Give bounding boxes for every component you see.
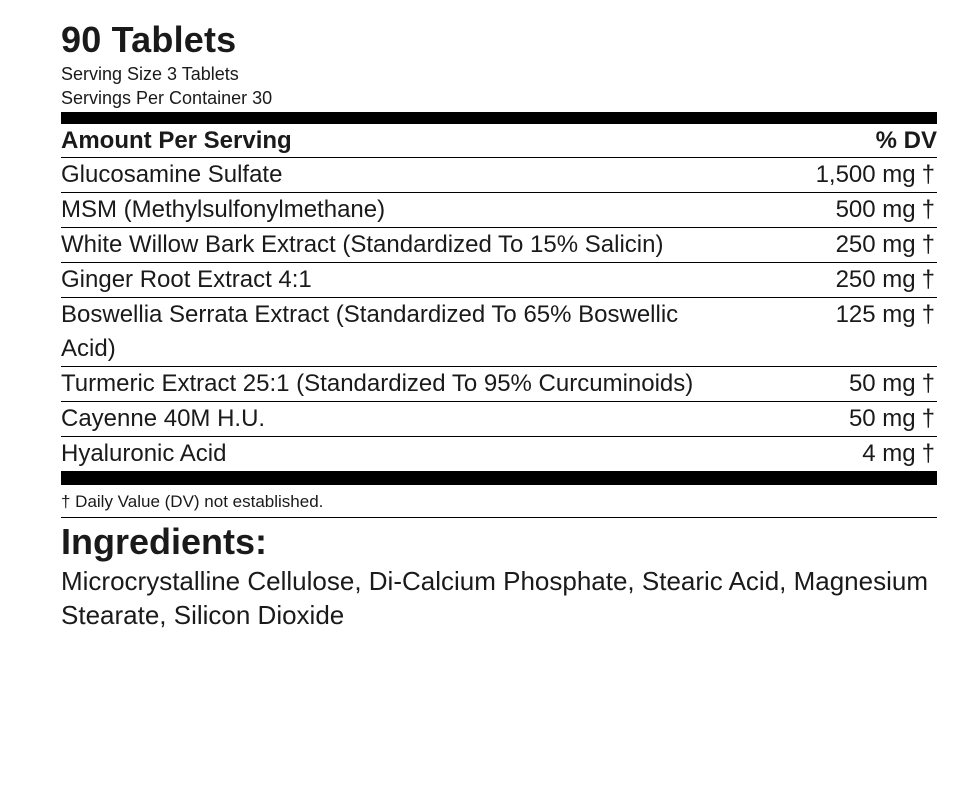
- dagger-mark: †: [921, 370, 935, 397]
- nutrient-name: MSM (Methylsulfonylmethane): [61, 196, 386, 223]
- dagger-mark: †: [921, 266, 935, 293]
- table-row: [61, 367, 937, 402]
- table-row: [61, 228, 937, 263]
- nutrient-amount: 4 mg: [862, 440, 916, 467]
- product-count-title: 90 Tablets: [61, 19, 237, 60]
- dagger-mark: †: [921, 161, 935, 188]
- nutrient-amount-cell: [816, 158, 937, 192]
- nutrient-amount-cell: [836, 298, 937, 332]
- table-row: [61, 437, 937, 471]
- nutrient-amount-cell: [836, 228, 937, 262]
- nutrient-amount-cell: [836, 263, 937, 297]
- thick-divider-bottom: [61, 471, 937, 485]
- amount-per-serving-header: Amount Per Serving: [61, 126, 292, 154]
- supplement-facts-panel: [61, 18, 937, 632]
- serving-size: Serving Size 3 Tablets: [61, 64, 239, 84]
- dagger-mark: †: [921, 440, 935, 467]
- ingredients-heading: Ingredients:: [61, 521, 268, 562]
- nutrient-name: White Willow Bark Extract (Standardized To 15% Salicin): [61, 231, 664, 258]
- table-row: [61, 402, 937, 437]
- nutrient-amount: 250 mg: [835, 266, 916, 293]
- table-header: [61, 124, 937, 158]
- dagger-mark: †: [921, 231, 935, 258]
- nutrient-name: Glucosamine Sulfate: [61, 161, 283, 188]
- table-row: [61, 298, 937, 367]
- nutrient-name: Hyaluronic Acid: [61, 440, 227, 467]
- dagger-mark: †: [921, 196, 935, 223]
- nutrient-amount-cell: [836, 193, 937, 227]
- servings-per-container: Servings Per Container 30: [61, 88, 273, 108]
- nutrient-amount-cell: [849, 402, 937, 436]
- table-row: [61, 263, 937, 298]
- nutrient-amount-cell: [849, 367, 937, 401]
- nutrient-table: [61, 158, 937, 471]
- nutrient-amount: 125 mg: [835, 301, 916, 328]
- nutrient-name: Boswellia Serrata Extract (Standardized To 65% Boswellic Acid): [61, 301, 679, 362]
- nutrient-amount: 500 mg: [835, 196, 916, 223]
- dagger-mark: †: [921, 405, 935, 432]
- nutrient-amount: 50 mg: [848, 405, 916, 432]
- nutrient-name: Ginger Root Extract 4:1: [61, 266, 312, 293]
- daily-value-footnote: † Daily Value (DV) not established.: [61, 489, 937, 518]
- nutrient-amount-cell: [862, 437, 937, 471]
- thick-divider: [61, 112, 937, 124]
- nutrient-amount: 1,500 mg: [815, 161, 916, 188]
- nutrient-name: Turmeric Extract 25:1 (Standardized To 95% Curcuminoids): [61, 370, 694, 397]
- nutrient-amount: 50 mg: [848, 370, 916, 397]
- nutrient-amount: 250 mg: [835, 231, 916, 258]
- table-row: [61, 158, 937, 193]
- daily-value-header: % DV: [875, 126, 937, 154]
- dagger-mark: †: [921, 301, 935, 328]
- table-row: [61, 193, 937, 228]
- nutrient-name: Cayenne 40M H.U.: [61, 405, 266, 432]
- ingredients-list: Microcrystalline Cellulose, Di-Calcium Phosphate, Stearic Acid, Magnesium Stearate, Silicon Dioxide: [61, 566, 929, 630]
